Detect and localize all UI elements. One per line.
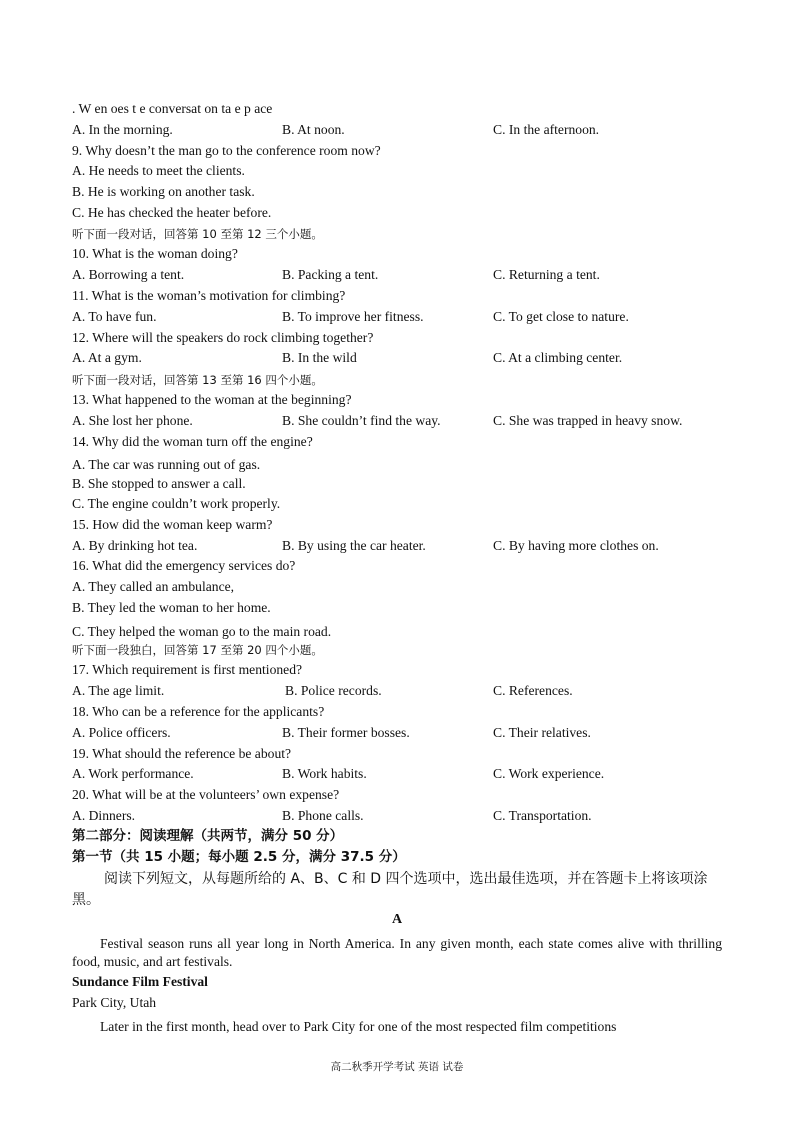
q8-option-b: B. At noon. [282, 122, 345, 137]
instruction-10-12: 听下面一段对话，回答第 10 至第 12 三个小题。 [72, 227, 323, 241]
q13-option-b: B. She couldn’t find the way. [282, 413, 441, 428]
q16-stem: 16. What did the emergency services do? [72, 558, 296, 573]
q18-stem: 18. Who can be a reference for the applicants? [72, 704, 325, 719]
q20-option-a: A. Dinners. [72, 808, 136, 823]
q13-option-c: C. She was trapped in heavy snow. [493, 413, 683, 428]
q11-option-c: C. To get close to nature. [493, 309, 629, 324]
q19-option-c: C. Work experience. [493, 766, 605, 781]
q20-stem: 20. What will be at the volunteers’ own expense? [72, 787, 340, 802]
instruction-17-20: 听下面一段独白，回答第 17 至第 20 四个小题。 [72, 643, 323, 657]
q17-option-c: C. References. [493, 683, 573, 698]
q19-option-a: A. Work performance. [72, 766, 194, 781]
q9-option-b: B. He is working on another task. [72, 184, 255, 199]
q20-option-b: B. Phone calls. [282, 808, 364, 823]
q18-option-c: C. Their relatives. [493, 725, 591, 740]
festival-text: Later in the first month, head over to Park City for one of the most respected film competitions [100, 1019, 617, 1034]
instruction-13-16: 听下面一段对话，回答第 13 至第 16 四个小题。 [72, 373, 323, 387]
q12-stem: 12. Where will the speakers do rock climbing together? [72, 330, 374, 345]
q8-stem: . W en oes t e conversat on ta e p ace [72, 101, 273, 116]
q8-option-a: A. In the morning. [72, 122, 173, 137]
q18-option-b: B. Their former bosses. [282, 725, 410, 740]
q10-option-c: C. Returning a tent. [493, 267, 600, 282]
section1-title: 第一节（共 15 小题；每小题 2.5 分，满分 37.5 分） [72, 849, 406, 865]
passage-intro: Festival season runs all year long in North America. In any given month, each state comes alive with thrilling food, music, and art festivals. [72, 936, 722, 969]
passage-label: A [391, 912, 403, 927]
q9-option-c: C. He has checked the heater before. [72, 205, 272, 220]
q10-stem: 10. What is the woman doing? [72, 246, 238, 261]
q9-stem: 9. Why doesn’t the man go to the conference room now? [72, 143, 381, 158]
q19-option-b: B. Work habits. [282, 766, 367, 781]
q10-option-b: B. Packing a tent. [282, 267, 379, 282]
q17-option-a: A. The age limit. [72, 683, 165, 698]
q15-option-b: B. By using the car heater. [282, 538, 426, 553]
q11-option-b: B. To improve her fitness. [282, 309, 424, 324]
page-footer: 高二秋季开学考试 英语 试卷 [330, 1061, 464, 1073]
q16-option-a: A. They called an ambulance, [72, 579, 235, 594]
part2-title: 第二部分：阅读理解（共两节，满分 50 分） [72, 828, 344, 844]
q12-option-c: C. At a climbing center. [493, 350, 623, 365]
q10-option-a: A. Borrowing a tent. [72, 267, 185, 282]
reading-instruction: 阅读下列短文，从每题所给的 A、B、C 和 D 四个选项中，选出最佳选项，并在答题卡上将该项涂黑。 [72, 871, 708, 908]
q16-option-b: B. They led the woman to her home. [72, 600, 271, 615]
q8-option-c: C. In the afternoon. [493, 122, 600, 137]
q18-option-a: A. Police officers. [72, 725, 171, 740]
q16-option-c: C. They helped the woman go to the main road. [72, 624, 332, 639]
q11-option-a: A. To have fun. [72, 309, 157, 324]
q11-stem: 11. What is the woman’s motivation for climbing? [72, 288, 346, 303]
q12-option-a: A. At a gym. [72, 350, 142, 365]
q13-stem: 13. What happened to the woman at the beginning? [72, 392, 352, 407]
q14-option-c: C. The engine couldn’t work properly. [72, 496, 281, 511]
q12-option-b: B. In the wild [282, 350, 357, 365]
q13-option-a: A. She lost her phone. [72, 413, 193, 428]
q14-option-a: A. The car was running out of gas. [72, 457, 261, 472]
q15-stem: 15. How did the woman keep warm? [72, 517, 273, 532]
q9-option-a: A. He needs to meet the clients. [72, 163, 245, 178]
festival-place: Park City, Utah [72, 995, 157, 1010]
q14-option-b: B. She stopped to answer a call. [72, 476, 246, 491]
festival-title: Sundance Film Festival [72, 974, 208, 989]
q17-option-b: B. Police records. [285, 683, 382, 698]
q19-stem: 19. What should the reference be about? [72, 746, 292, 761]
q20-option-c: C. Transportation. [493, 808, 592, 823]
q14-stem: 14. Why did the woman turn off the engine? [72, 434, 313, 449]
q15-option-a: A. By drinking hot tea. [72, 538, 198, 553]
q15-option-c: C. By having more clothes on. [493, 538, 659, 553]
q17-stem: 17. Which requirement is first mentioned? [72, 662, 303, 677]
